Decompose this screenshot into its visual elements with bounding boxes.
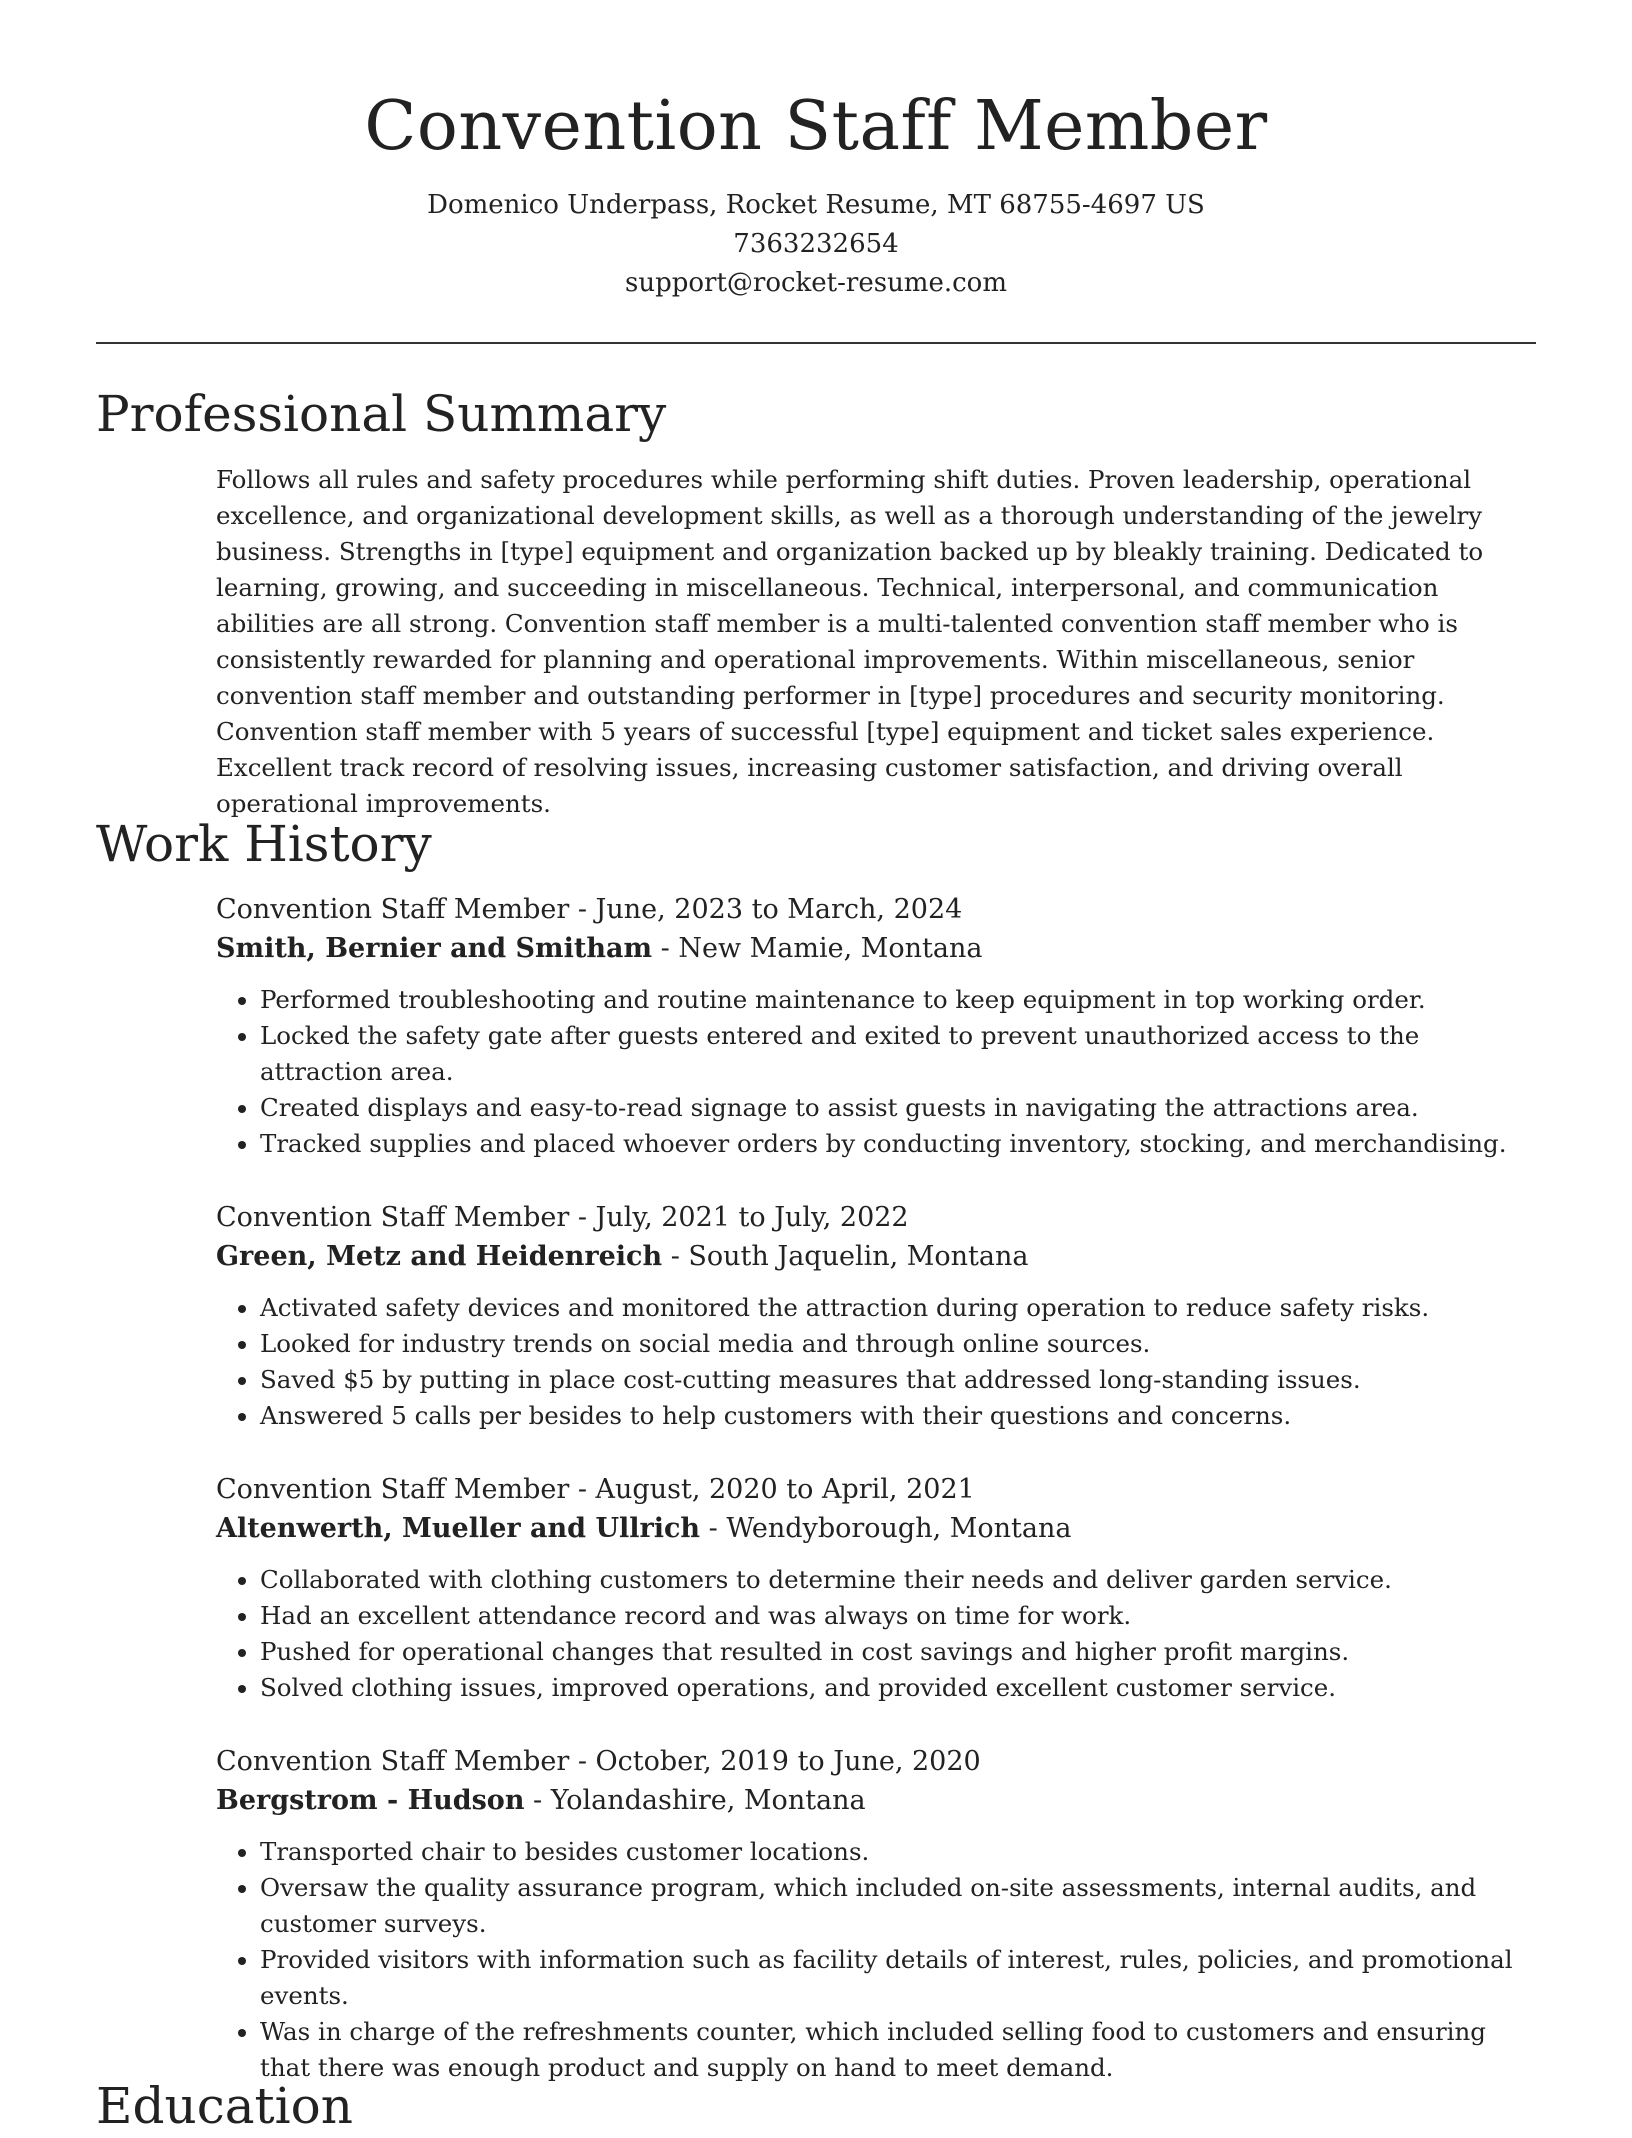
job-bullet: • Tracked supplies and placed whoever orders by conducting inventory, stocking, and merchandising. xyxy=(260,1126,1540,1162)
job-bullet: • Oversaw the quality assurance program, which included on-site assessments, internal audits, and customer surveys. xyxy=(260,1870,1540,1942)
job-company: Bergstrom - Hudson xyxy=(216,1785,525,1816)
section-heading-work-history: Work History xyxy=(96,815,432,873)
contact-phone: 7363232654 xyxy=(733,229,899,259)
job-title: Convention Staff Member xyxy=(216,1474,570,1505)
contact-email: support@rocket-resume.com xyxy=(624,268,1007,298)
job-bullet: • Transported chair to besides customer locations. xyxy=(260,1834,1540,1870)
job-bullet: • Locked the safety gate after guests entered and exited to prevent unauthorized access to the attraction area. xyxy=(260,1018,1540,1090)
job-company-line: Green, Metz and Heidenreich - South Jaquelin, Montana xyxy=(216,1241,1029,1272)
job-entry xyxy=(216,1198,1540,1434)
job-bullet: • Answered 5 calls per besides to help customers with their questions and concerns. xyxy=(260,1398,1540,1434)
job-bullet-list xyxy=(216,982,1540,1162)
job-bullet: • Solved clothing issues, improved operations, and provided excellent customer service. xyxy=(260,1670,1540,1706)
job-bullet-list xyxy=(216,1562,1540,1706)
job-bullet: • Performed troubleshooting and routine maintenance to keep equipment in top working order. xyxy=(260,982,1540,1018)
job-bullet: • Provided visitors with information such as facility details of interest, rules, policies, and promotional events. xyxy=(260,1942,1540,2014)
contact-block xyxy=(0,186,1632,303)
job-bullet: • Pushed for operational changes that resulted in cost savings and higher profit margins. xyxy=(260,1634,1540,1670)
job-bullet-list xyxy=(216,1834,1540,2086)
job-entry xyxy=(216,1742,1540,2086)
contact-address: Domenico Underpass, Rocket Resume, MT 68755-4697 US xyxy=(427,190,1205,220)
job-bullet: • Had an excellent attendance record and was always on time for work. xyxy=(260,1598,1540,1634)
job-title-line: Convention Staff Member - October, 2019 to June, 2020 xyxy=(216,1746,981,1777)
job-company: Altenwerth, Mueller and Ullrich xyxy=(216,1513,701,1544)
job-location: Yolandashire, Montana xyxy=(550,1785,866,1816)
job-location: New Mamie, Montana xyxy=(678,933,983,964)
job-bullet: • Collaborated with clothing customers to determine their needs and deliver garden service. xyxy=(260,1562,1540,1598)
job-company-line: Altenwerth, Mueller and Ullrich - Wendyborough, Montana xyxy=(216,1513,1072,1544)
header-divider xyxy=(96,342,1536,344)
job-bullet-list xyxy=(216,1290,1540,1434)
job-location: South Jaquelin, Montana xyxy=(688,1241,1029,1272)
job-bullet: • Activated safety devices and monitored the attraction during operation to reduce safety risks. xyxy=(260,1290,1540,1326)
summary-text: Follows all rules and safety procedures while performing shift duties. Proven leadership, operational excellence, and organizational development skills, as well as a thorough understanding of the jewelry business. Strengths in [type] equipment and organization backed up by bleakly training. Dedicated to learning, growing, and succeeding in miscellaneous. Technical, interpersonal, and communication abilities are all strong. Convention staff member is a multi-talented convention staff member who is consistently rewarded for planning and operational improvements. Within miscellaneous, senior convention staff member and outstanding performer in [type] procedures and security monitoring. Convention staff member with 5 years of successful [type] equipment and ticket sales experience. Excellent track record of resolving issues, increasing customer satisfaction, and driving overall operational improvements. xyxy=(216,465,1484,818)
job-title: Convention Staff Member xyxy=(216,1202,570,1233)
job-title-line: Convention Staff Member - July, 2021 to July, 2022 xyxy=(216,1202,909,1233)
job-dates: June, 2023 to March, 2024 xyxy=(595,894,963,925)
job-bullet: • Was in charge of the refreshments counter, which included selling food to customers and ensuring that there was enough product and supply on hand to meet demand. xyxy=(260,2014,1540,2086)
job-title: Convention Staff Member xyxy=(216,894,570,925)
job-company-line: Bergstrom - Hudson - Yolandashire, Montana xyxy=(216,1785,866,1816)
job-bullet: • Saved $5 by putting in place cost-cutting measures that addressed long-standing issues. xyxy=(260,1362,1540,1398)
section-heading-professional-summary: Professional Summary xyxy=(96,385,667,443)
job-dates: August, 2020 to April, 2021 xyxy=(595,1474,975,1505)
job-company: Smith, Bernier and Smitham xyxy=(216,933,653,964)
job-company: Green, Metz and Heidenreich xyxy=(216,1241,663,1272)
job-entry xyxy=(216,1470,1540,1706)
job-title-line: Convention Staff Member - August, 2020 to April, 2021 xyxy=(216,1474,975,1505)
job-dates: October, 2019 to June, 2020 xyxy=(595,1746,981,1777)
job-bullet: • Looked for industry trends on social media and through online sources. xyxy=(260,1326,1540,1362)
resume-name: Convention Staff Member xyxy=(364,87,1268,166)
job-company-line: Smith, Bernier and Smitham - New Mamie, Montana xyxy=(216,933,983,964)
work-history-list xyxy=(216,890,1540,2122)
resume-header xyxy=(0,0,1632,303)
section-heading-education: Education xyxy=(96,2077,353,2135)
job-bullet: • Created displays and easy-to-read signage to assist guests in navigating the attractions area. xyxy=(260,1090,1540,1126)
job-title-line: Convention Staff Member - June, 2023 to March, 2024 xyxy=(216,894,963,925)
job-entry xyxy=(216,890,1540,1162)
job-dates: July, 2021 to July, 2022 xyxy=(595,1202,909,1233)
job-title: Convention Staff Member xyxy=(216,1746,570,1777)
job-location: Wendyborough, Montana xyxy=(726,1513,1072,1544)
